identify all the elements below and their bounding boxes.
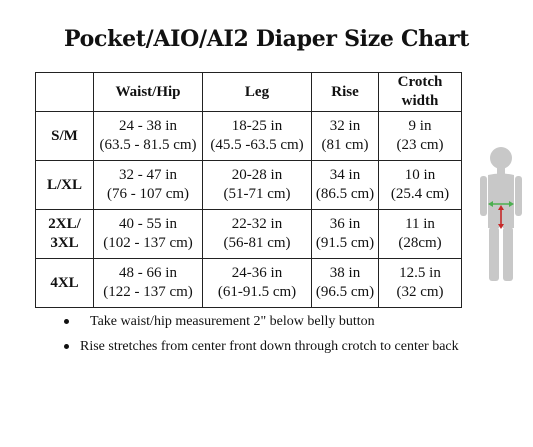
header-cell-waist: Waist/Hip [94, 73, 203, 112]
crotch-cell: 12.5 in (32 cm) [379, 259, 462, 308]
header-cell-size [36, 73, 94, 112]
waist-cell: 32 - 47 in (76 - 107 cm) [94, 161, 203, 210]
bullet-icon [64, 319, 69, 324]
size-label: L/XL [36, 161, 94, 210]
waist-cell: 24 - 38 in (63.5 - 81.5 cm) [94, 112, 203, 161]
page-title: Pocket/AIO/AI2 Diaper Size Chart [64, 26, 469, 52]
header-cell-crotch: Crotch width [379, 73, 462, 112]
rise-cell: 36 in (91.5 cm) [312, 210, 379, 259]
waist-cell: 40 - 55 in (102 - 137 cm) [94, 210, 203, 259]
table-row [36, 210, 462, 259]
header-cell-leg: Leg [203, 73, 312, 112]
list-item [62, 337, 532, 362]
rise-cell: 38 in (96.5 cm) [312, 259, 379, 308]
leg-cell: 18-25 in (45.5 -63.5 cm) [203, 112, 312, 161]
note-text: Take waist/hip measurement 2" below belly button [90, 314, 375, 329]
waist-cell: 48 - 66 in (122 - 137 cm) [94, 259, 203, 308]
body-silhouette-icon [476, 144, 526, 284]
note-text: Rise stretches from center front down through crotch to center back [80, 339, 459, 354]
table-row [36, 161, 462, 210]
leg-cell: 20-28 in (51-71 cm) [203, 161, 312, 210]
leg-cell: 24-36 in (61-91.5 cm) [203, 259, 312, 308]
size-label: S/M [36, 112, 94, 161]
rise-cell: 34 in (86.5 cm) [312, 161, 379, 210]
size-chart-table [35, 72, 462, 308]
crotch-cell: 10 in (25.4 cm) [379, 161, 462, 210]
crotch-cell: 11 in (28cm) [379, 210, 462, 259]
header-cell-rise: Rise [312, 73, 379, 112]
size-label: 2XL/ 3XL [36, 210, 94, 259]
notes-list [62, 312, 532, 362]
size-label: 4XL [36, 259, 94, 308]
leg-cell: 22-32 in (56-81 cm) [203, 210, 312, 259]
table-row [36, 259, 462, 308]
bullet-icon [64, 344, 69, 349]
table-header-row [36, 73, 462, 112]
list-item [62, 312, 532, 337]
rise-cell: 32 in (81 cm) [312, 112, 379, 161]
table-row [36, 112, 462, 161]
crotch-cell: 9 in (23 cm) [379, 112, 462, 161]
